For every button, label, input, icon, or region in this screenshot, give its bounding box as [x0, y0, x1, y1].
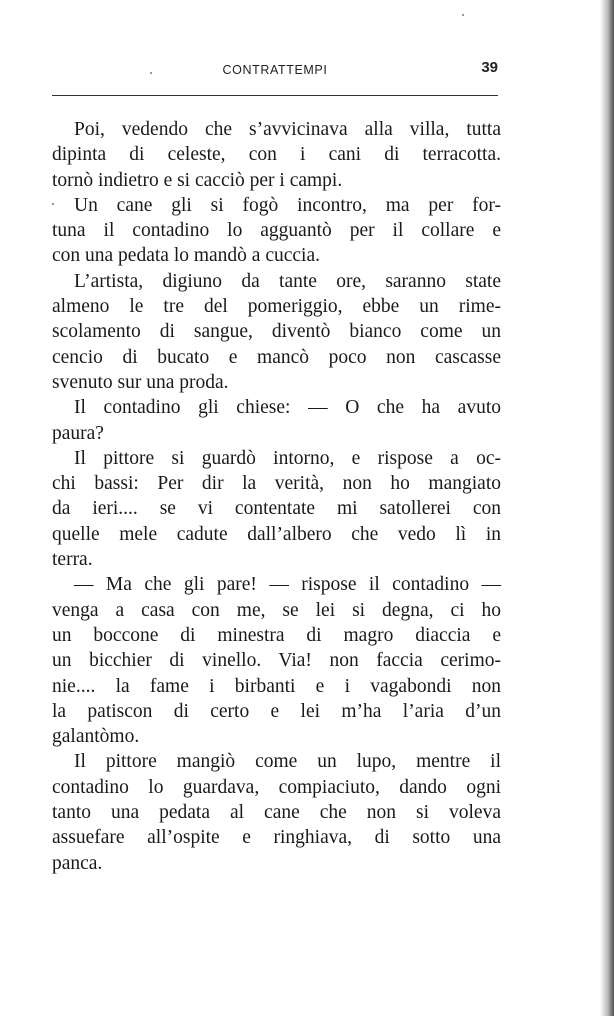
ink-speck [150, 72, 152, 74]
text-line: svenuto sur una proda. [52, 371, 229, 393]
text-line: tornò indietro e si cacciò per i campi. [52, 169, 343, 191]
header-rule [52, 95, 498, 96]
text-line: galantòmo. [52, 726, 140, 748]
text-line: chi bassi: Per dir la verità, non ho mangiato [52, 473, 501, 495]
running-head-title: CONTRATTEMPI [222, 63, 328, 77]
text-line: quelle mele cadute dall’albero che vedo lì in [52, 523, 501, 545]
text-line: da ieri.... se vi contentate mi satollerei con [52, 498, 501, 520]
text-line: un boccone di minestra di magro diaccia e [52, 624, 501, 646]
body-text [52, 117, 501, 876]
text-line: Il pittore mangiò come un lupo, mentre il [74, 751, 501, 773]
text-line: Poi, vedendo che s’avvicinava alla villa, tutta [74, 119, 501, 140]
text-line: venga a casa con me, se lei si degna, ci ho [52, 599, 501, 621]
text-line: contadino lo guardava, compiaciuto, dando ogni [52, 776, 501, 798]
text-line: panca. [52, 852, 103, 874]
text-line: tanto una pedata al cane che non si voleva [52, 802, 501, 824]
text-line: assuefare all’ospite e ringhiava, di sotto una [52, 827, 501, 849]
text-line: almeno le tre del pomeriggio, ebbe un rime- [52, 296, 501, 318]
running-head [52, 58, 498, 82]
text-line: dipinta di celeste, con i cani di terracotta. [52, 144, 501, 166]
text-line: la patiscon di certo e lei m’ha l’aria d’un [52, 700, 501, 722]
text-line: tuna il contadino lo agguantò per il collare e [52, 220, 501, 242]
page-edge-shadow [600, 0, 614, 1016]
text-line: nie.... la fame i birbanti e i vagabondi non [52, 675, 501, 697]
text-line: paura? [52, 422, 104, 444]
text-line: — Ma che gli pare! — rispose il contadino — [74, 574, 501, 596]
text-line: cencio di bucato e mancò poco non cascasse [52, 346, 501, 368]
text-line: con una pedata lo mandò a cuccia. [52, 245, 321, 267]
text-line: un bicchier di vinello. Via! non faccia cerimo- [52, 650, 501, 672]
text-line: Il pittore si guardò intorno, e rispose a oc- [74, 447, 501, 469]
text-line: Il contadino gli chiese: — O che ha avuto [74, 397, 501, 419]
text-line: terra. [52, 549, 93, 571]
ink-speck [462, 14, 464, 16]
ink-speck [52, 203, 54, 205]
text-line: Un cane gli si fogò incontro, ma per for- [74, 194, 501, 216]
text-line: L’artista, digiuno da tante ore, saranno state [74, 270, 501, 292]
text-line: scolamento di sangue, diventò bianco come un [52, 321, 501, 343]
page-number: 39 [481, 59, 498, 76]
